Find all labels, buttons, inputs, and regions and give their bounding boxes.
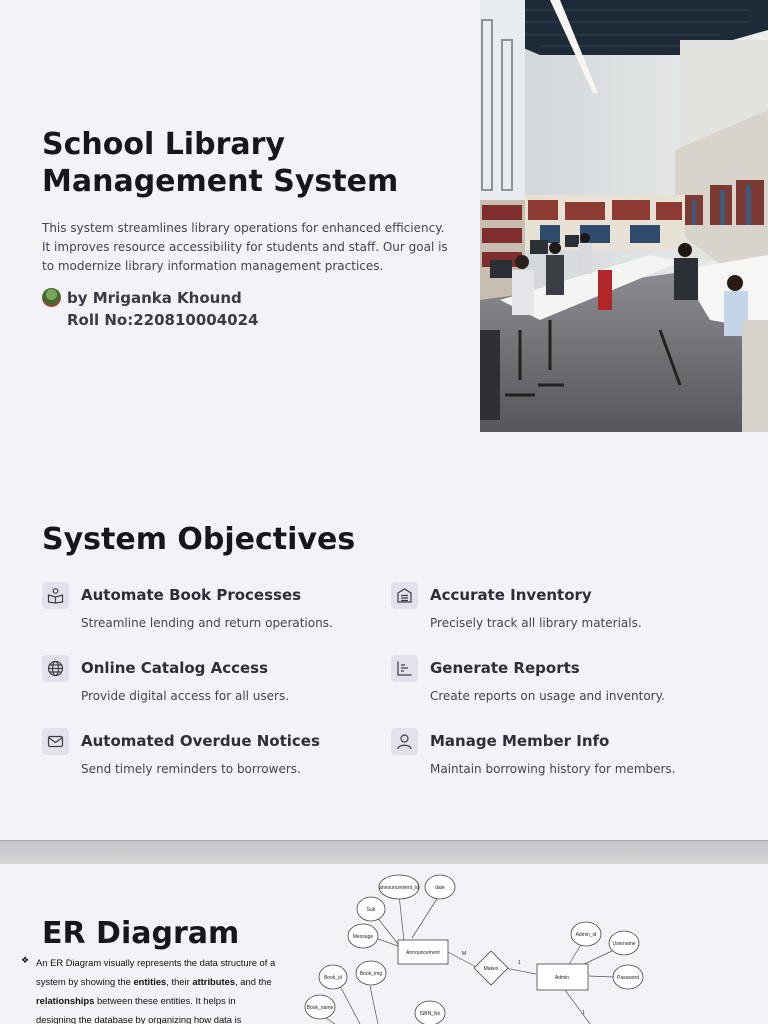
er-slide — [0, 864, 768, 1024]
globe-icon — [42, 655, 69, 682]
er-term-relationships: relationships — [36, 995, 95, 1006]
er-description — [36, 953, 276, 1024]
attribute-label: Message — [352, 934, 374, 940]
attribute-label: Book_name — [306, 1005, 334, 1011]
objective-desc: Maintain borrowing history for members. — [430, 762, 676, 776]
cardinality-label: M — [462, 951, 467, 957]
er-heading: ER Diagram — [42, 916, 240, 951]
er-diagram — [280, 864, 768, 1024]
objective-title: Generate Reports — [430, 659, 580, 677]
attribute-label: Book_id — [323, 975, 343, 981]
objective-desc: Precisely track all library materials. — [430, 616, 642, 630]
user-icon — [391, 728, 418, 755]
objective-desc: Send timely reminders to borrowers. — [81, 762, 301, 776]
cardinality-label: 1 — [582, 1010, 585, 1016]
title-slide — [0, 0, 768, 432]
attribute-label: Password — [617, 975, 639, 981]
attribute-label: Sub — [366, 907, 376, 913]
attribute-label: announcement_id — [379, 885, 419, 891]
roll-number: Roll No:220810004024 — [67, 311, 259, 329]
objective-title: Accurate Inventory — [430, 586, 592, 604]
er-text-part: , and the — [235, 976, 272, 987]
er-text-part: An ER Diagram visually represents the data structure of a system by showing the — [36, 957, 276, 987]
objective-desc: Create reports on usage and inventory. — [430, 689, 665, 703]
archive-box-icon — [391, 582, 418, 609]
avatar — [42, 288, 61, 307]
attribute-label: Book_img — [359, 971, 383, 977]
objective-title: Online Catalog Access — [81, 659, 269, 677]
library-photo — [480, 0, 768, 432]
author-name: by Mriganka Khound — [67, 289, 242, 307]
page-title: School Library Management System — [42, 127, 399, 199]
intro-description: This system streamlines library operations for enhanced efficiency. It improves resource accessibility for students and staff. Our goal is to modernize library information management practices. — [42, 221, 448, 273]
entity-label: Admin — [554, 975, 570, 981]
relationship-label: Makes — [483, 966, 499, 972]
cardinality-label: 1 — [518, 960, 521, 966]
mail-icon — [42, 728, 69, 755]
entity-label: Announcement — [406, 950, 440, 956]
er-text-part: , their — [166, 976, 193, 987]
attribute-label: ISBN_No — [419, 1011, 441, 1017]
book-reader-icon — [42, 582, 69, 609]
slide-divider — [0, 840, 768, 865]
objectives-slide — [0, 432, 768, 840]
objective-title: Automated Overdue Notices — [81, 732, 320, 750]
attribute-label: Admin_id — [575, 932, 597, 938]
attribute-label: Username — [612, 941, 636, 947]
bullet-icon: ❖ — [21, 956, 30, 966]
attribute-label: date — [435, 885, 445, 891]
objective-title: Manage Member Info — [430, 732, 610, 750]
objective-desc: Streamline lending and return operations. — [81, 616, 333, 630]
er-text-part: between these entities. It helps in designing the database by organizing how data is — [36, 995, 242, 1024]
objectives-heading: System Objectives — [42, 522, 356, 557]
er-term-attributes: attributes — [192, 976, 236, 987]
objective-desc: Provide digital access for all users. — [81, 689, 290, 703]
objective-title: Automate Book Processes — [81, 586, 302, 604]
bar-chart-icon — [391, 655, 418, 682]
er-term-entities: entities — [133, 976, 167, 987]
